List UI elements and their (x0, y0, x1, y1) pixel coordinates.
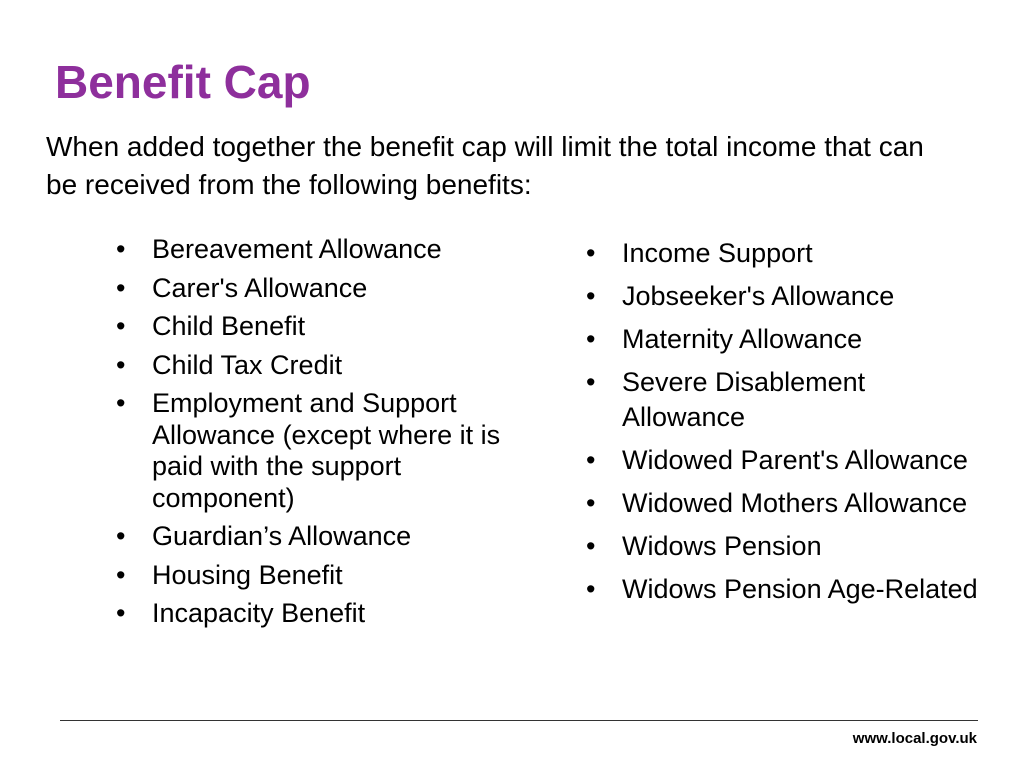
list-item-label: Housing Benefit (152, 559, 343, 590)
list-item-label: Widowed Parent's Allowance (622, 445, 968, 475)
list-item (116, 598, 516, 630)
footer-divider (60, 720, 978, 721)
bullet-icon: • (586, 238, 596, 268)
bullet-icon: • (586, 445, 596, 475)
bullet-icon: • (116, 598, 126, 628)
list-item-label: Guardian’s Allowance (152, 521, 412, 551)
list-item (116, 388, 516, 514)
list-item-label: Income Support (622, 238, 813, 268)
bullet-icon: • (586, 488, 596, 518)
list-item (586, 365, 986, 435)
list-item (116, 521, 516, 553)
list-item (116, 234, 516, 266)
list-item-label: Severe Disablement Allowance (622, 367, 866, 432)
list-item (586, 486, 986, 521)
bullet-icon: • (116, 272, 126, 303)
benefits-list-left (116, 234, 516, 637)
list-item (586, 236, 986, 271)
list-item (586, 572, 986, 607)
list-item-label: Carer's Allowance (152, 272, 368, 303)
bullet-icon: • (116, 521, 126, 551)
list-item (116, 350, 516, 382)
bullet-icon: • (116, 349, 126, 380)
list-item-label: Widows Pension Age-Related (622, 574, 978, 604)
list-item (586, 529, 986, 564)
slide-title: Benefit Cap (55, 56, 311, 108)
list-item-label: Widowed Mothers Allowance (622, 488, 968, 518)
list-item-label: Widows Pension (622, 531, 822, 561)
list-item-label: Bereavement Allowance (152, 234, 442, 264)
benefits-list-right (586, 236, 986, 615)
bullet-icon: • (586, 324, 596, 354)
list-item (116, 560, 516, 592)
bullet-icon: • (116, 234, 126, 264)
bullet-icon: • (116, 388, 126, 418)
bullet-icon: • (586, 281, 596, 311)
footer-url[interactable]: www.local.gov.uk (852, 730, 977, 747)
list-item-label: Incapacity Benefit (152, 598, 366, 628)
bullet-icon: • (586, 574, 596, 604)
list-item (116, 273, 516, 305)
list-item (586, 443, 986, 478)
bullet-icon: • (586, 531, 596, 561)
list-item (586, 279, 986, 314)
list-item-label: Jobseeker's Allowance (622, 281, 895, 311)
list-item (116, 311, 516, 343)
list-item-label: Child Benefit (152, 311, 306, 341)
list-item-label: Child Tax Credit (152, 349, 343, 380)
bullet-icon: • (116, 559, 126, 590)
list-item (586, 322, 986, 357)
list-item-label: Employment and Support Allowance (except where it is paid with the support component) (152, 388, 501, 513)
bullet-icon: • (116, 311, 126, 341)
intro-text: When added together the benefit cap will limit the total income that can be received from the following benefits: (46, 131, 924, 200)
list-item-label: Maternity Allowance (622, 324, 863, 354)
bullet-icon: • (586, 367, 596, 397)
